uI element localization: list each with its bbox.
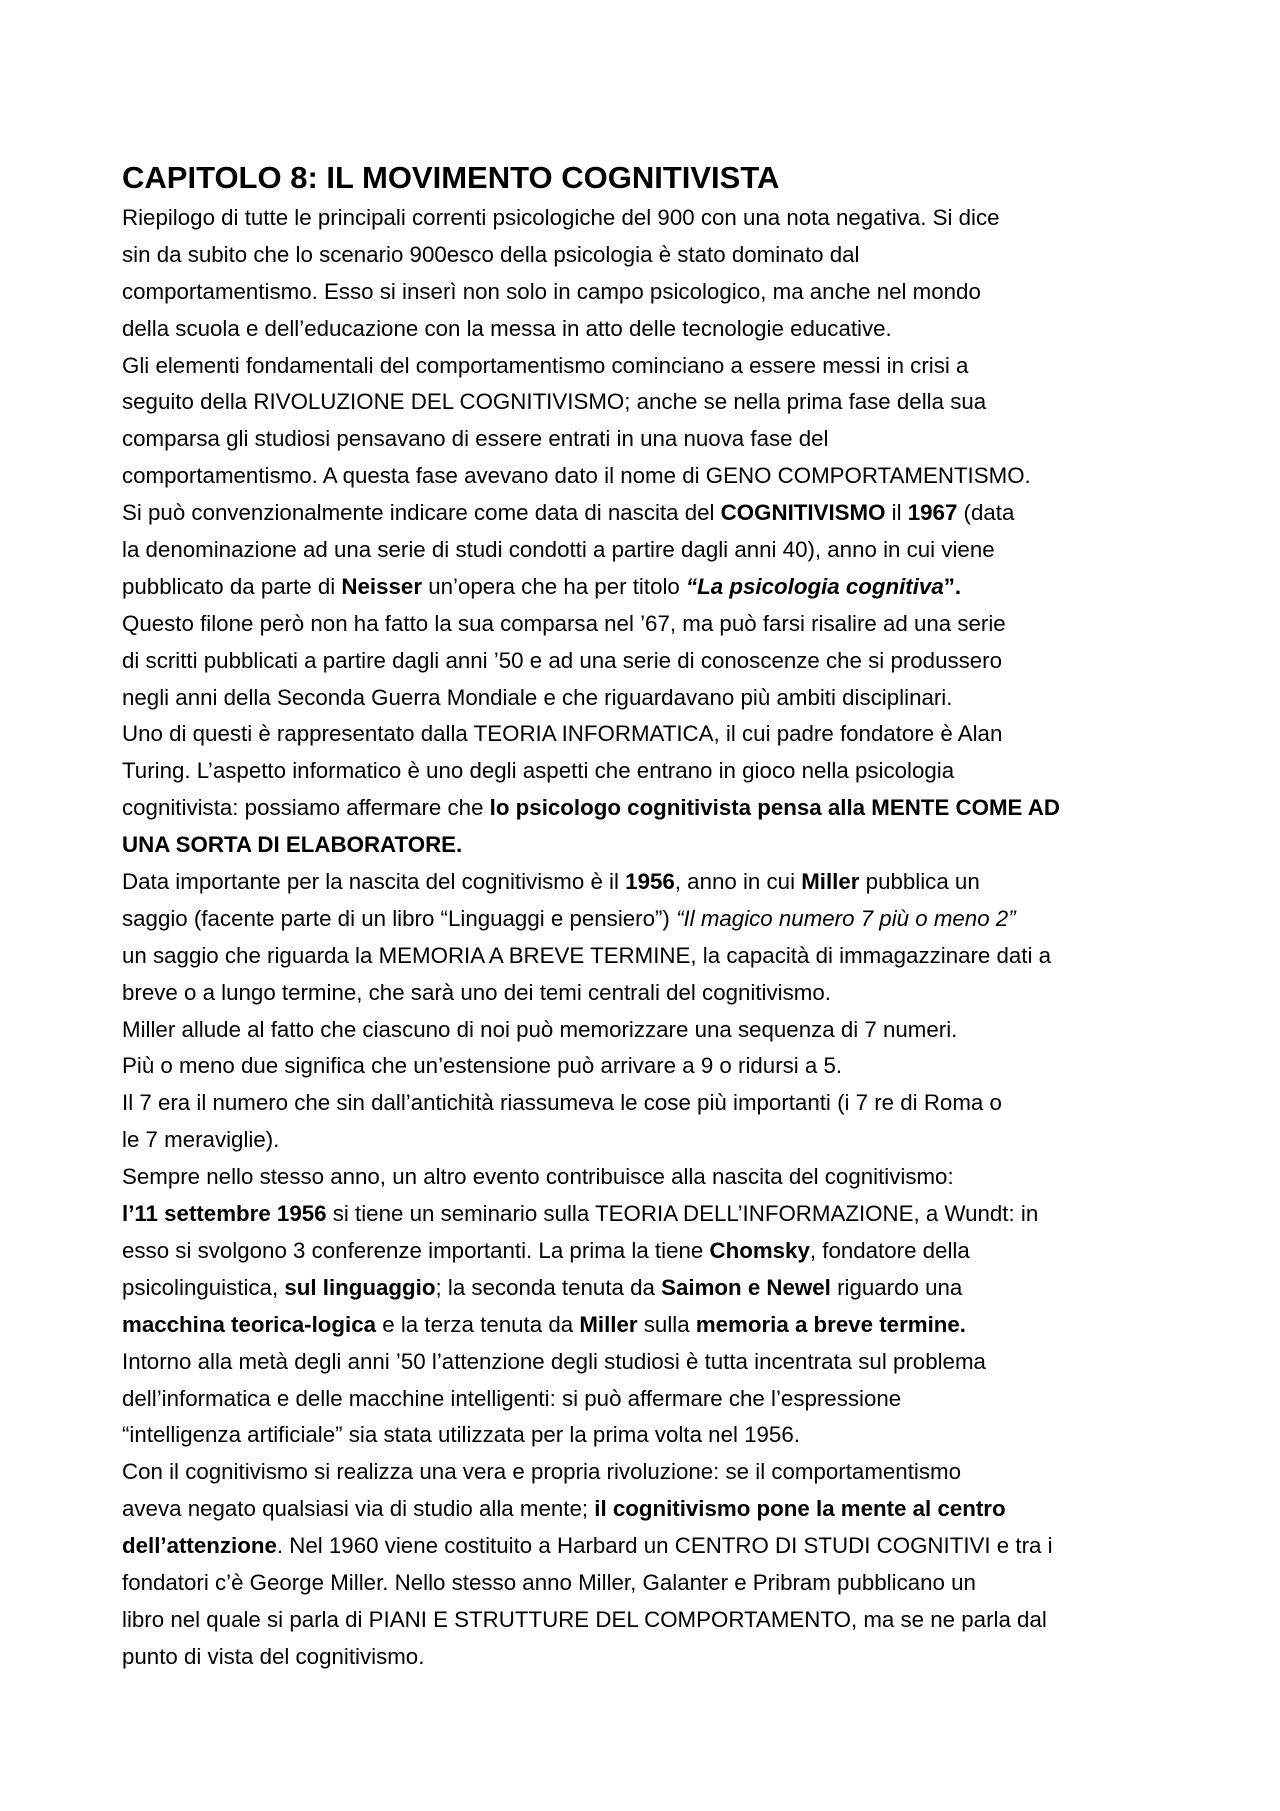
text-line [122, 348, 1167, 385]
text-segment: le 7 meraviglie). [122, 1127, 280, 1153]
text-segment: si tiene un seminario sulla TEORIA DELL’INFORMAZIONE, a Wundt: in [326, 1201, 1039, 1227]
text-line [122, 274, 1167, 311]
emphasized-text: il cognitivismo pone la mente al centro [594, 1496, 1006, 1522]
text-segment: breve o a lungo termine, che sarà uno dei temi centrali del cognitivismo. [122, 979, 831, 1005]
emphasized-text: l’11 settembre 1956 [122, 1201, 327, 1227]
text-line [122, 1381, 1167, 1418]
emphasized-text: ”. [943, 573, 962, 599]
text-segment: Gli elementi fondamentali del comportamentismo cominciano a essere messi in crisi a [122, 352, 969, 378]
emphasized-text: Miller [801, 869, 860, 895]
text-line [122, 495, 1167, 532]
text-segment: della scuola e dell’educazione con la messa in atto delle tecnologie educative. [122, 315, 892, 341]
text-segment: (data [957, 500, 1015, 526]
text-segment: libro nel quale si parla di PIANI E STRUTTURE DEL COMPORTAMENTO, ma se ne parla dal [122, 1606, 1047, 1632]
text-segment: ; la seconda tenuta da [435, 1274, 662, 1300]
emphasized-text: lo psicologo cognitivista pensa alla MENTE COME AD [489, 795, 1060, 821]
text-line [122, 1233, 1167, 1270]
text-segment: comportamentismo. A questa fase avevano dato il nome di GENO COMPORTAMENTISMO. [122, 463, 1031, 489]
text-segment: negli anni della Seconda Guerra Mondiale e che riguardavano più ambiti disciplinari. [122, 684, 953, 710]
text-line [122, 1565, 1167, 1602]
text-segment: e la terza tenuta da [376, 1311, 580, 1337]
text-segment: sulla [637, 1311, 696, 1337]
text-segment: di scritti pubblicati a partire dagli anni ’50 e ad una serie di conoscenze che si produssero [122, 647, 1002, 673]
emphasized-text: 1956 [625, 869, 675, 895]
text-segment: Turing. L’aspetto informatico è uno degli aspetti che entrano in gioco nella psicologia [122, 758, 955, 784]
text-line [122, 1307, 1167, 1344]
text-line [122, 716, 1167, 753]
text-segment: Miller allude al fatto che ciascuno di noi può memorizzare una sequenza di 7 numeri. [122, 1016, 958, 1042]
text-line [122, 237, 1167, 274]
text-segment: dell’informatica e delle macchine intelligenti: si può affermare che l’espressione [122, 1385, 902, 1411]
text-line [122, 311, 1167, 348]
text-segment: saggio (facente parte di un libro “Linguaggi e pensiero”) [122, 905, 677, 931]
text-segment: seguito della RIVOLUZIONE DEL COGNITIVISMO; anche se nella prima fase della sua [122, 389, 987, 415]
text-segment: aveva negato qualsiasi via di studio alla mente; [122, 1496, 595, 1522]
text-line [122, 975, 1167, 1012]
text-line [122, 1270, 1167, 1307]
text-line [122, 938, 1167, 975]
body-text [122, 200, 1167, 1676]
text-line [122, 1012, 1167, 1049]
text-line [122, 421, 1167, 458]
text-segment: esso si svolgono 3 conferenze importanti. La prima la tiene [122, 1237, 710, 1263]
text-segment: il [885, 500, 908, 526]
text-segment: . Nel 1960 viene costituito a Harbard un CENTRO DI STUDI COGNITIVI e tra i [276, 1533, 1053, 1559]
text-line [122, 1528, 1167, 1565]
chapter-title: CAPITOLO 8: IL MOVIMENTO COGNITIVISTA [122, 160, 780, 195]
text-line [122, 790, 1167, 827]
text-line [122, 1602, 1167, 1639]
emphasized-text: memoria a breve termine. [695, 1311, 966, 1337]
text-segment: Con il cognitivismo si realizza una vera e propria rivoluzione: se il comportamentismo [122, 1459, 961, 1485]
text-segment: psicolinguistica, [122, 1274, 285, 1300]
text-segment: cognitivista: possiamo affermare che [122, 795, 490, 821]
emphasized-text: Miller [579, 1311, 638, 1337]
text-segment: Sempre nello stesso anno, un altro evento contribuisce alla nascita del cognitivismo: [122, 1164, 954, 1190]
text-segment: Più o meno due significa che un’estensione può arrivare a 9 o ridursi a 5. [122, 1053, 843, 1079]
text-line [122, 1639, 1167, 1676]
text-line [122, 458, 1167, 495]
text-line [122, 753, 1167, 790]
text-line [122, 864, 1167, 901]
emphasized-text: Chomsky [709, 1237, 810, 1263]
text-segment: un’opera che ha per titolo [422, 573, 687, 599]
text-line [122, 680, 1167, 717]
text-segment: Si può convenzionalmente indicare come data di nascita del [122, 500, 721, 526]
emphasized-text: Neisser [341, 573, 422, 599]
text-line [122, 1122, 1167, 1159]
text-line [122, 606, 1167, 643]
text-segment: pubblicato da parte di [122, 573, 342, 599]
text-line [122, 200, 1167, 237]
text-line [122, 901, 1167, 938]
emphasized-text: “Il magico numero 7 più o meno 2” [676, 905, 1016, 931]
emphasized-text: dell’attenzione [122, 1533, 277, 1559]
emphasized-text: COGNITIVISMO [720, 500, 886, 526]
text-line [122, 569, 1167, 606]
emphasized-text: 1967 [907, 500, 958, 526]
text-segment: , fondatore della [809, 1237, 970, 1263]
text-segment: fondatori c’è George Miller. Nello stesso anno Miller, Galanter e Pribram pubblicano un [122, 1569, 976, 1595]
text-line [122, 827, 1167, 864]
text-line [122, 643, 1167, 680]
text-line [122, 1491, 1167, 1528]
emphasized-text: “La psicologia cognitiva [686, 573, 944, 599]
emphasized-text: macchina teorica-logica [122, 1311, 377, 1337]
text-line [122, 532, 1167, 569]
text-line [122, 1417, 1167, 1454]
text-segment: Intorno alla metà degli anni ’50 l’attenzione degli studiosi è tutta incentrata sul problema [122, 1348, 986, 1374]
text-line [122, 1344, 1167, 1381]
text-segment: Riepilogo di tutte le principali correnti psicologiche del 900 con una nota negativa. Si dice [122, 205, 1000, 230]
text-line [122, 1454, 1167, 1491]
text-segment: riguardo una [830, 1274, 963, 1300]
text-segment: un saggio che riguarda la MEMORIA A BREVE TERMINE, la capacità di immagazzinare dati a [122, 942, 1052, 968]
text-line [122, 1196, 1167, 1233]
text-segment: Data importante per la nascita del cognitivismo è il [122, 869, 626, 895]
text-segment: sin da subito che lo scenario 900esco della psicologia è stato dominato dal [122, 241, 860, 267]
text-segment: “intelligenza artificiale” sia stata utilizzata per la prima volta nel 1956. [122, 1422, 800, 1448]
document-page [122, 158, 1167, 1676]
text-line [122, 1159, 1167, 1196]
text-segment: , anno in cui [674, 869, 802, 895]
text-segment: comportamentismo. Esso si inserì non solo in campo psicologico, ma anche nel mondo [122, 278, 981, 304]
text-segment: Il 7 era il numero che sin dall’antichità riassumeva le cose più importanti (i 7 re di Roma o [122, 1090, 1002, 1116]
text-segment: comparsa gli studiosi pensavano di essere entrati in una nuova fase del [122, 426, 829, 452]
text-segment: punto di vista del cognitivismo. [122, 1643, 425, 1669]
text-line [122, 384, 1167, 421]
emphasized-text: sul linguaggio [284, 1274, 436, 1300]
text-segment: la denominazione ad una serie di studi condotti a partire dagli anni 40), anno in cui viene [122, 537, 995, 563]
text-segment: Questo filone però non ha fatto la sua comparsa nel ’67, ma può farsi risalire ad una serie [122, 610, 1006, 636]
text-line [122, 1085, 1167, 1122]
text-segment: Uno di questi è rappresentato dalla TEORIA INFORMATICA, il cui padre fondatore è Alan [122, 721, 1003, 747]
emphasized-text: UNA SORTA DI ELABORATORE. [122, 832, 463, 858]
text-segment: pubblica un [859, 869, 980, 895]
text-line [122, 1048, 1167, 1085]
emphasized-text: Saimon e Newel [661, 1274, 831, 1300]
